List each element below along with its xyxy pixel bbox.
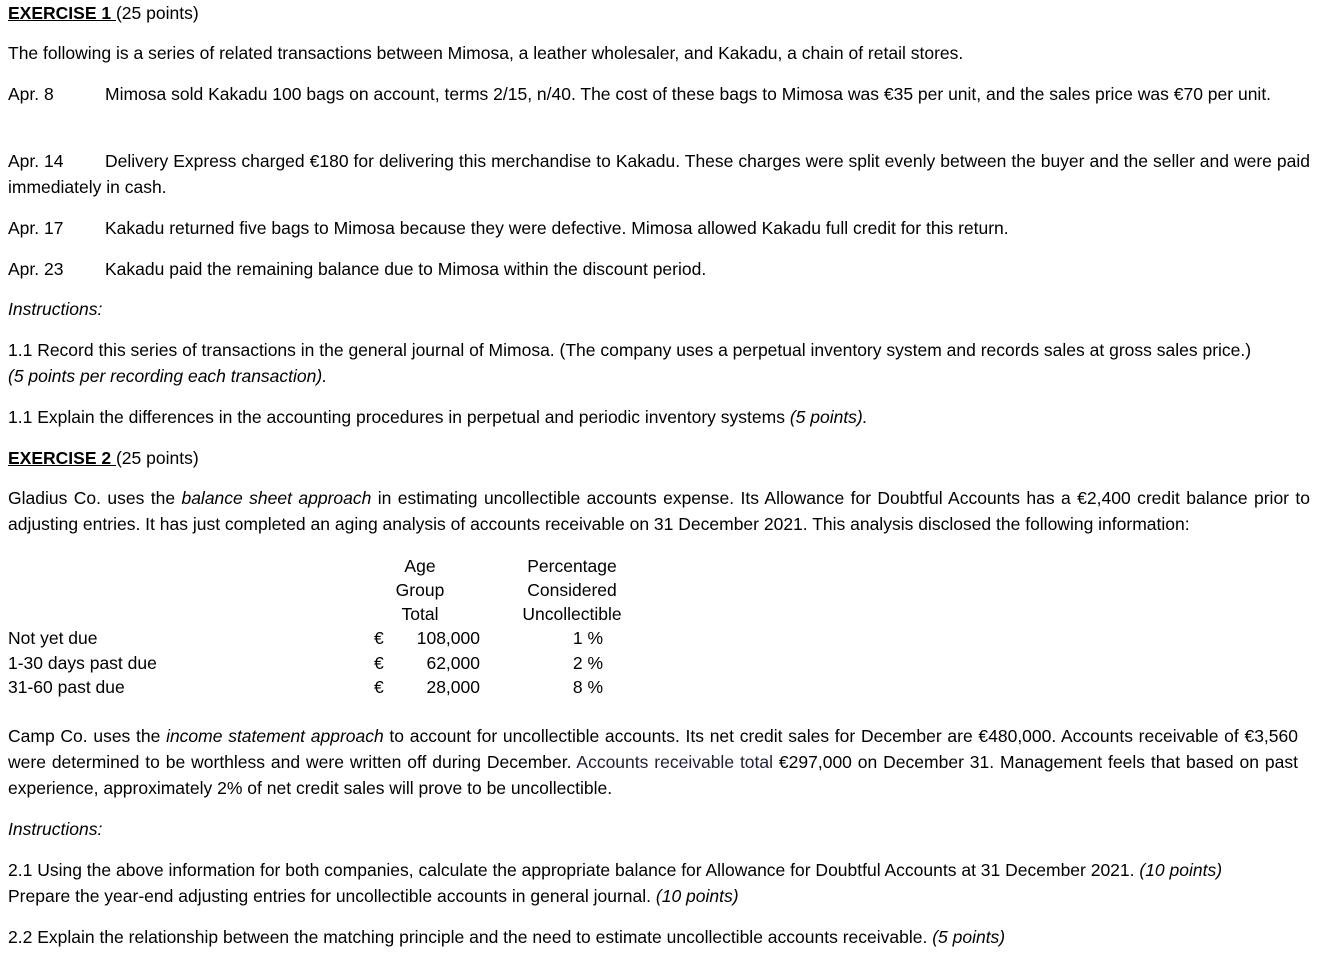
exercise1-question2: [8, 404, 868, 430]
age-header-2: Group: [395, 580, 445, 600]
camp-paragraph: [8, 723, 1298, 801]
exercise2-points: (25 points): [115, 448, 199, 468]
question-points: (5 points): [932, 927, 1006, 947]
table-row-label: 1-30 days past due: [8, 653, 157, 673]
exercise2-heading: [8, 445, 199, 471]
transaction-apr23: [8, 256, 706, 282]
transaction-date: Apr. 17: [8, 218, 64, 238]
question-points: (10 points): [655, 886, 739, 906]
pct-header-1: Percentage: [527, 556, 617, 576]
gladius-paragraph: [8, 485, 1310, 537]
question-text: Prepare the year-end adjusting entries for uncollectible accounts in general journal.: [8, 886, 656, 906]
exercise2-question1b: [8, 883, 739, 909]
age-header-1: Age: [404, 556, 436, 576]
table-row-currency: €: [374, 628, 384, 648]
table-row-amount: 62,000: [426, 653, 480, 673]
transaction-text: Mimosa sold Kakadu 100 bags on account, terms 2/15, n/40. The cost of these bags to Mimosa was €35 per unit, and the sales price was €70 per unit.: [105, 84, 1272, 104]
transaction-text: Kakadu returned five bags to Mimosa because they were defective. Mimosa allowed Kakadu full credit for this return.: [105, 218, 1009, 238]
table-row-amount: 28,000: [426, 677, 480, 697]
transaction-text: Delivery Express charged €180 for delivering this merchandise to Kakadu. These charges were split evenly between the buyer and the seller and were paid immediately in cash.: [8, 151, 1310, 197]
table-row-pct: 2 %: [572, 653, 604, 673]
pct-header-3: Uncollectible: [522, 604, 622, 624]
camp-text-2: to account for uncollectible accounts. Its net credit sales for December are €480,000. Accounts receivable of €3,560 were determined to be worthless and were written off during December.: [8, 726, 1298, 772]
table-row-currency: €: [374, 677, 384, 697]
transaction-text: Kakadu paid the remaining balance due to Mimosa within the discount period.: [105, 259, 707, 279]
gladius-text-1: Gladius Co. uses the: [8, 488, 182, 508]
transaction-apr14: [8, 148, 1310, 200]
question-points: (5 points).: [789, 407, 868, 427]
transaction-date: Apr. 14: [8, 151, 64, 171]
exercise1-title: EXERCISE 1: [8, 3, 116, 23]
gladius-emphasis: balance sheet approach: [181, 488, 372, 508]
transaction-date: Apr. 23: [8, 259, 64, 279]
exercise2-question1: [8, 857, 1222, 883]
question-text: 1.1 Explain the differences in the accounting procedures in perpetual and periodic inventory systems: [8, 407, 790, 427]
gladius-text-2: in estimating uncollectible accounts expense. Its Allowance for Doubtful Accounts has a €2,400 credit balance prior to adjusting entries. It has just completed an aging analysis of accounts receivable on 31 December 2021. This analysis disclosed the following information:: [8, 488, 1310, 534]
question-points: (5 points per recording each transaction).: [8, 366, 328, 386]
exercise2-question2: [8, 924, 1005, 950]
question-text: 2.1 Using the above information for both companies, calculate the appropriate balance for Allowance for Doubtful Accounts at 31 December 2021.: [8, 860, 1140, 880]
question-points: (10 points): [1139, 860, 1223, 880]
camp-text-4: €297,000 on December 31. Management feels that based on past experience, approximately 2% of net credit sales will prove to be uncollectible.: [8, 752, 1298, 798]
transaction-date: Apr. 8: [8, 84, 54, 104]
table-row-label: Not yet due: [8, 628, 98, 648]
camp-text-3: Accounts receivable total: [576, 752, 774, 772]
exercise1-heading: [8, 0, 199, 26]
table-row-amount: 108,000: [416, 628, 480, 648]
exercise1-points: (25 points): [115, 3, 199, 23]
question-text: 2.2 Explain the relationship between the matching principle and the need to estimate uncollectible accounts receivable.: [8, 927, 933, 947]
exercise1-intro: The following is a series of related transactions between Mimosa, a leather wholesaler, and Kakadu, a chain of retail stores.: [8, 43, 964, 63]
transaction-apr17: [8, 215, 1009, 241]
camp-emphasis: income statement approach: [166, 726, 384, 746]
camp-text-1: Camp Co. uses the: [8, 726, 167, 746]
exercise2-instructions-label: Instructions:: [8, 819, 103, 839]
transaction-apr8: [8, 81, 1310, 107]
table-row-pct: 8 %: [572, 677, 604, 697]
exercise1-question1: [8, 337, 1310, 389]
pct-header-2: Considered: [527, 580, 617, 600]
exercise2-title: EXERCISE 2: [8, 448, 116, 468]
table-row-label: 31-60 past due: [8, 677, 125, 697]
question-text: 1.1 Record this series of transactions in the general journal of Mimosa. (The company uses a perpetual inventory system and records sales at gross sales price.): [8, 340, 1252, 360]
table-row-currency: €: [374, 653, 384, 673]
table-row-pct: 1 %: [572, 628, 604, 648]
exercise1-instructions-label: Instructions:: [8, 299, 103, 319]
age-header-3: Total: [401, 604, 439, 624]
